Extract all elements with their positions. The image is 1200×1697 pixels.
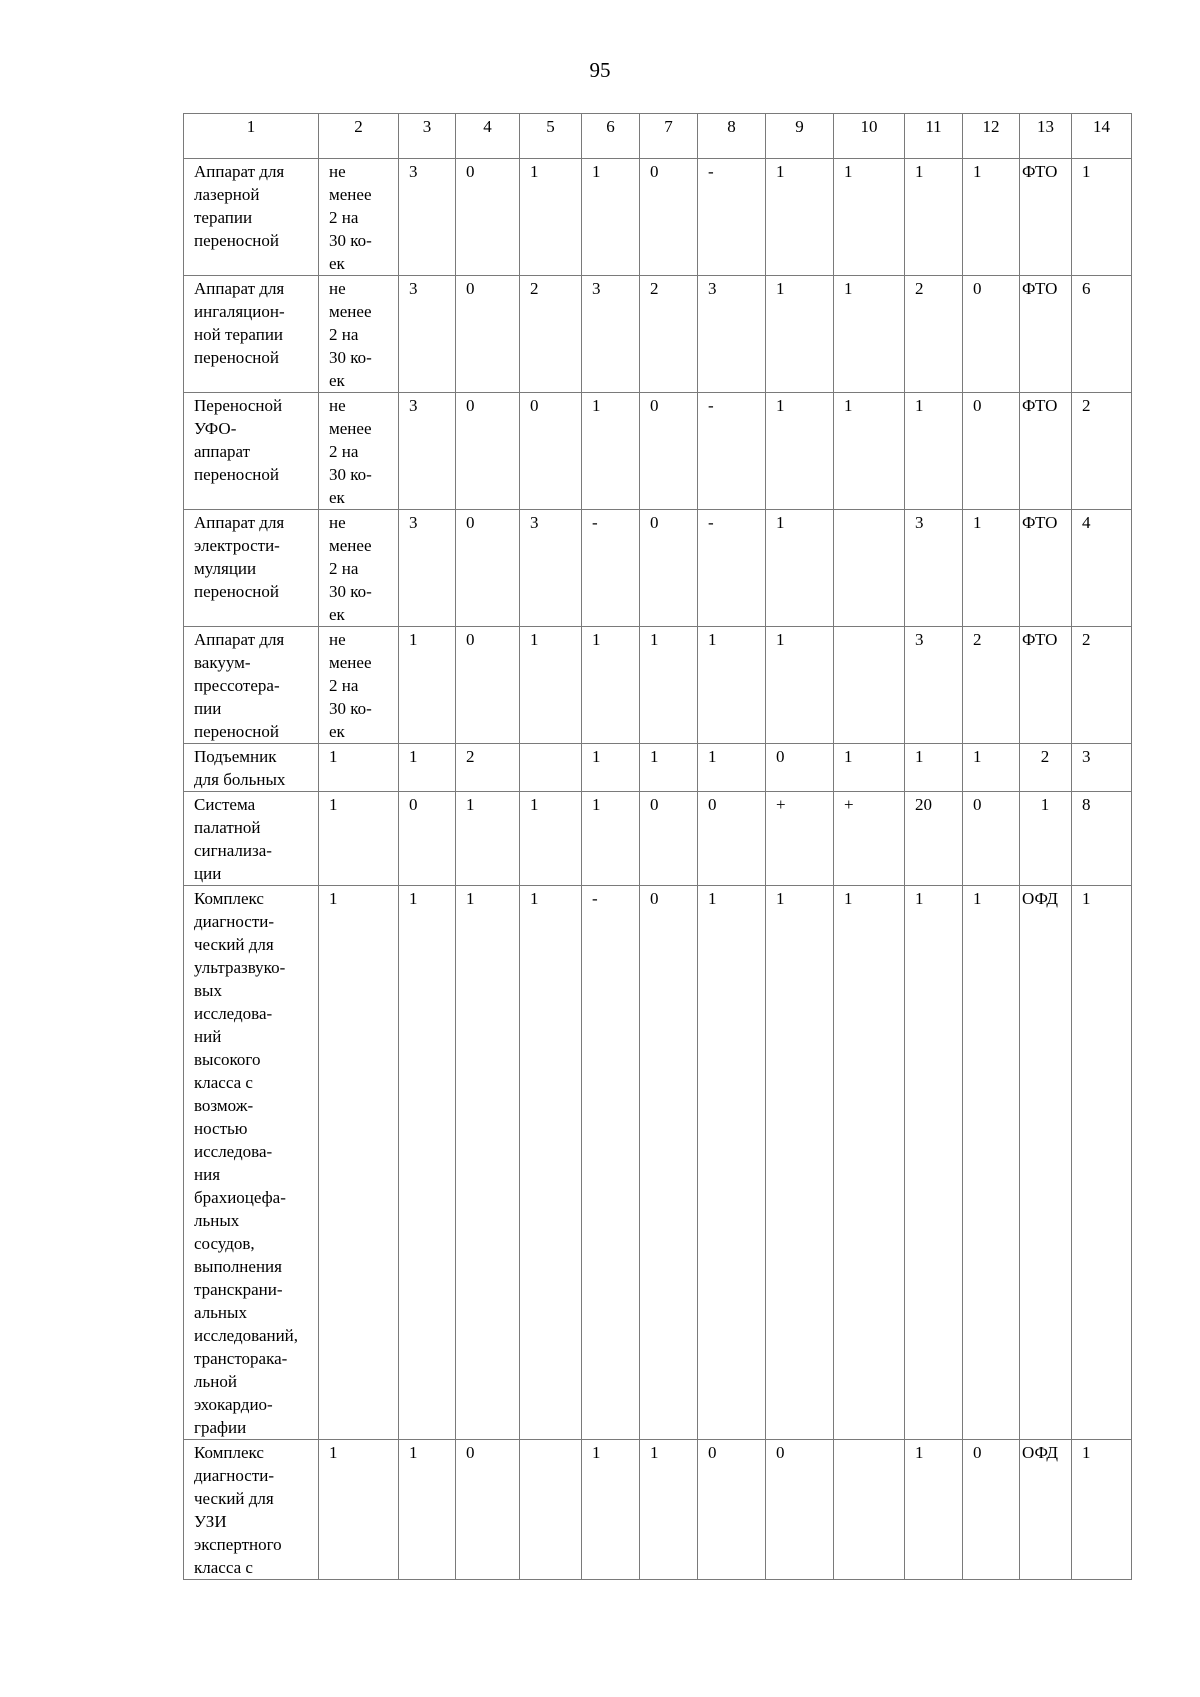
table-cell: 1: [582, 744, 640, 792]
equipment-name-cell-line: терапии: [194, 208, 253, 227]
quantity-cell: [319, 744, 399, 792]
table-cell: 1: [905, 393, 963, 510]
equipment-name-cell-line: вых: [194, 981, 222, 1000]
equipment-name-cell-line: ультразвуко-: [194, 958, 286, 977]
table-cell: 1: [456, 792, 520, 886]
quantity-cell-line: 1: [329, 795, 338, 814]
table-cell: [834, 1440, 905, 1580]
equipment-name-cell-line: графии: [194, 1418, 247, 1437]
table-cell: [520, 744, 582, 792]
table-cell: 1: [766, 276, 834, 393]
table-row: [184, 159, 1132, 276]
quantity-cell-line: 2 на: [329, 208, 359, 227]
table-cell: 2: [1072, 393, 1132, 510]
table-cell: [834, 510, 905, 627]
quantity-cell-line: 30 ко-: [329, 231, 372, 250]
column-header: 4: [456, 114, 520, 159]
table-cell: 1: [520, 627, 582, 744]
equipment-name-cell: [184, 510, 319, 627]
quantity-cell: [319, 1440, 399, 1580]
column-header: 7: [640, 114, 698, 159]
table-cell: 0: [456, 276, 520, 393]
table-cell: 1: [905, 886, 963, 1440]
equipment-name-cell-line: ингаляцион-: [194, 302, 285, 321]
column-header: 10: [834, 114, 905, 159]
equipment-name-cell-line: возмож-: [194, 1096, 254, 1115]
equipment-name-cell-line: пии: [194, 699, 222, 718]
equipment-name-cell-line: ний: [194, 1027, 222, 1046]
equipment-name-cell-line: трансторака-: [194, 1349, 288, 1368]
equipment-name-cell-line: Комплекс: [194, 889, 264, 908]
quantity-cell-line: ек: [329, 371, 345, 390]
table-cell: 1: [582, 159, 640, 276]
equipment-name-cell-line: диагности-: [194, 912, 275, 931]
equipment-name-cell-line: аппарат: [194, 442, 251, 461]
equipment-name-cell-line: для больных: [194, 770, 286, 789]
quantity-cell-line: не: [329, 513, 346, 532]
table-cell: ФТО: [1020, 627, 1072, 744]
quantity-cell-line: 2 на: [329, 442, 359, 461]
quantity-cell-line: менее: [329, 302, 372, 321]
equipment-name-cell-line: класса с: [194, 1073, 253, 1092]
table-cell: 1: [963, 744, 1020, 792]
equipment-name-cell-line: выполнения: [194, 1257, 282, 1276]
column-header: 9: [766, 114, 834, 159]
quantity-cell: [319, 886, 399, 1440]
table-cell: +: [766, 792, 834, 886]
table-cell: 0: [963, 792, 1020, 886]
table-cell: 0: [456, 393, 520, 510]
table-cell: 1: [456, 886, 520, 1440]
equipment-name-cell-line: класса с: [194, 1558, 253, 1577]
table-cell: 0: [456, 627, 520, 744]
equipment-name-cell-line: сосудов,: [194, 1234, 255, 1253]
table-cell: 0: [963, 393, 1020, 510]
column-header: 13: [1020, 114, 1072, 159]
equipment-name-cell-line: альных: [194, 1303, 247, 1322]
column-header: 2: [319, 114, 399, 159]
quantity-cell-line: 1: [329, 1443, 338, 1462]
quantity-cell-line: 30 ко-: [329, 582, 372, 601]
table-cell: 2: [1072, 627, 1132, 744]
equipment-name-cell: [184, 792, 319, 886]
column-header: 14: [1072, 114, 1132, 159]
quantity-cell: [319, 393, 399, 510]
table-cell: 3: [582, 276, 640, 393]
table-cell: 1: [834, 159, 905, 276]
column-header: 11: [905, 114, 963, 159]
table-cell: 1: [1072, 159, 1132, 276]
table-cell: 1: [1072, 886, 1132, 1440]
equipment-name-cell-line: эхокардио-: [194, 1395, 273, 1414]
table-cell: 1: [582, 393, 640, 510]
table-cell: 0: [640, 886, 698, 1440]
table-cell: 0: [640, 393, 698, 510]
equipment-name-cell-line: льной: [194, 1372, 237, 1391]
table-cell: [520, 1440, 582, 1580]
table-cell: 1: [698, 627, 766, 744]
table-cell: 3: [520, 510, 582, 627]
table-cell: 1: [640, 1440, 698, 1580]
table-cell: 0: [698, 792, 766, 886]
table-cell: 1: [399, 1440, 456, 1580]
equipment-name-cell-line: брахиоцефа-: [194, 1188, 286, 1207]
equipment-name-cell-line: исследова-: [194, 1142, 273, 1161]
table-cell: 20: [905, 792, 963, 886]
table-cell: 2: [963, 627, 1020, 744]
equipment-name-cell-line: УЗИ: [194, 1512, 227, 1531]
table-cell: -: [698, 159, 766, 276]
table-cell: 1: [834, 886, 905, 1440]
table-cell: -: [582, 886, 640, 1440]
quantity-cell-line: 2 на: [329, 325, 359, 344]
page-number: 95: [589, 58, 611, 82]
equipment-name-cell-line: Аппарат для: [194, 162, 285, 181]
table-cell: 2: [640, 276, 698, 393]
table-cell: 1: [1020, 792, 1072, 886]
table-cell: 1: [520, 159, 582, 276]
equipment-name-cell-line: ческий для: [194, 935, 274, 954]
table-cell: 0: [640, 159, 698, 276]
equipment-name-cell-line: ции: [194, 864, 222, 883]
equipment-name-cell-line: Аппарат для: [194, 279, 285, 298]
table-cell: 1: [963, 510, 1020, 627]
table-cell: 0: [520, 393, 582, 510]
equipment-name-cell-line: ния: [194, 1165, 221, 1184]
equipment-table: [183, 113, 1132, 1580]
quantity-cell-line: 30 ко-: [329, 699, 372, 718]
table-cell: +: [834, 792, 905, 886]
quantity-cell-line: 30 ко-: [329, 348, 372, 367]
table-cell: 3: [399, 393, 456, 510]
table-cell: 0: [766, 744, 834, 792]
table-cell: 1: [520, 886, 582, 1440]
quantity-cell-line: 2 на: [329, 559, 359, 578]
column-header: 3: [399, 114, 456, 159]
table-cell: 0: [963, 276, 1020, 393]
equipment-name-cell: [184, 159, 319, 276]
table-cell: 1: [905, 744, 963, 792]
equipment-name-cell-line: льных: [194, 1211, 240, 1230]
table-cell: 2: [905, 276, 963, 393]
equipment-name-cell-line: Аппарат для: [194, 513, 285, 532]
table-cell: 2: [1020, 744, 1072, 792]
quantity-cell-line: ек: [329, 605, 345, 624]
table-cell: 0: [456, 1440, 520, 1580]
table-cell: 0: [698, 1440, 766, 1580]
table-cell: 1: [766, 510, 834, 627]
table-cell: [834, 627, 905, 744]
table-cell: ОФД: [1020, 1440, 1072, 1580]
equipment-name-cell-line: УФО-: [194, 419, 237, 438]
table-cell: 3: [399, 276, 456, 393]
equipment-name-cell-line: сигнализа-: [194, 841, 272, 860]
quantity-cell-line: не: [329, 162, 346, 181]
quantity-cell-line: не: [329, 630, 346, 649]
table-cell: 0: [456, 510, 520, 627]
equipment-name-cell-line: переносной: [194, 465, 279, 484]
equipment-name-cell-line: ной терапии: [194, 325, 284, 344]
equipment-name-cell-line: Аппарат для: [194, 630, 285, 649]
equipment-name-cell-line: Система: [194, 795, 256, 814]
equipment-name-cell-line: ческий для: [194, 1489, 274, 1508]
quantity-cell-line: менее: [329, 653, 372, 672]
equipment-name-cell: [184, 393, 319, 510]
table-cell: 3: [399, 159, 456, 276]
table-cell: 1: [766, 886, 834, 1440]
quantity-cell-line: менее: [329, 185, 372, 204]
table-cell: 3: [1072, 744, 1132, 792]
table-cell: 8: [1072, 792, 1132, 886]
equipment-name-cell-line: лазерной: [194, 185, 260, 204]
column-header: 12: [963, 114, 1020, 159]
quantity-cell-line: ек: [329, 488, 345, 507]
quantity-cell: [319, 627, 399, 744]
table-cell: -: [698, 393, 766, 510]
column-header: 8: [698, 114, 766, 159]
quantity-cell-line: 1: [329, 747, 338, 766]
table-cell: 1: [963, 159, 1020, 276]
table-row: [184, 510, 1132, 627]
table-cell: 1: [1072, 1440, 1132, 1580]
quantity-cell-line: 2 на: [329, 676, 359, 695]
table-cell: 1: [640, 744, 698, 792]
equipment-name-cell-line: Комплекс: [194, 1443, 264, 1462]
table-row: [184, 1440, 1132, 1580]
equipment-name-cell: [184, 744, 319, 792]
table-cell: 0: [963, 1440, 1020, 1580]
equipment-name-cell-line: электрости-: [194, 536, 280, 555]
column-header: 5: [520, 114, 582, 159]
equipment-name-cell-line: палатной: [194, 818, 261, 837]
equipment-name-cell-line: переносной: [194, 582, 279, 601]
equipment-name-cell: [184, 276, 319, 393]
table-cell: 1: [582, 792, 640, 886]
table-cell: 1: [399, 627, 456, 744]
table-cell: 1: [698, 744, 766, 792]
equipment-name-cell-line: высокого: [194, 1050, 261, 1069]
table-cell: 0: [640, 510, 698, 627]
quantity-cell: [319, 159, 399, 276]
equipment-name-cell-line: переносной: [194, 231, 279, 250]
table-cell: 1: [766, 627, 834, 744]
quantity-cell: [319, 792, 399, 886]
quantity-cell-line: 30 ко-: [329, 465, 372, 484]
equipment-name-cell-line: диагности-: [194, 1466, 275, 1485]
table-cell: 1: [582, 1440, 640, 1580]
table-row: [184, 792, 1132, 886]
table-cell: 1: [766, 159, 834, 276]
table-cell: 1: [766, 393, 834, 510]
table-cell: 2: [520, 276, 582, 393]
table-cell: 3: [905, 627, 963, 744]
table-cell: 1: [963, 886, 1020, 1440]
equipment-name-cell-line: Подъемник: [194, 747, 277, 766]
table-cell: 3: [399, 510, 456, 627]
table-cell: -: [582, 510, 640, 627]
table-cell: 4: [1072, 510, 1132, 627]
table-cell: 1: [399, 886, 456, 1440]
table-cell: 0: [640, 792, 698, 886]
table-cell: ОФД: [1020, 886, 1072, 1440]
equipment-name-cell-line: прессотера-: [194, 676, 280, 695]
table-cell: ФТО: [1020, 510, 1072, 627]
table-header-row: [184, 114, 1132, 159]
table-cell: 1: [520, 792, 582, 886]
equipment-name-cell-line: переносной: [194, 348, 279, 367]
quantity-cell: [319, 276, 399, 393]
column-header: 1: [184, 114, 319, 159]
table-cell: 1: [698, 886, 766, 1440]
table-cell: -: [698, 510, 766, 627]
equipment-name-cell: [184, 627, 319, 744]
table-cell: 0: [399, 792, 456, 886]
equipment-name-cell-line: вакуум-: [194, 653, 251, 672]
table-cell: 0: [456, 159, 520, 276]
equipment-name-cell-line: переносной: [194, 722, 279, 741]
equipment-name-cell-line: исследований,: [194, 1326, 299, 1345]
quantity-cell: [319, 510, 399, 627]
equipment-name-cell: [184, 1440, 319, 1580]
table-cell: ФТО: [1020, 159, 1072, 276]
table-row: [184, 393, 1132, 510]
equipment-name-cell: [184, 886, 319, 1440]
table-cell: ФТО: [1020, 393, 1072, 510]
table-cell: 3: [698, 276, 766, 393]
table-cell: 1: [834, 393, 905, 510]
table-cell: 1: [399, 744, 456, 792]
table-cell: 6: [1072, 276, 1132, 393]
table-cell: 1: [582, 627, 640, 744]
table-cell: 0: [766, 1440, 834, 1580]
quantity-cell-line: 1: [329, 889, 338, 908]
equipment-name-cell-line: Переносной: [194, 396, 283, 415]
quantity-cell-line: ек: [329, 254, 345, 273]
quantity-cell-line: менее: [329, 419, 372, 438]
column-header: 6: [582, 114, 640, 159]
table-cell: 1: [834, 276, 905, 393]
table-row: [184, 276, 1132, 393]
table-cell: 2: [456, 744, 520, 792]
table-cell: 1: [834, 744, 905, 792]
equipment-name-cell-line: муляции: [194, 559, 257, 578]
quantity-cell-line: ек: [329, 722, 345, 741]
equipment-name-cell-line: транскрани-: [194, 1280, 283, 1299]
table-row: [184, 886, 1132, 1440]
table-cell: 1: [905, 1440, 963, 1580]
quantity-cell-line: менее: [329, 536, 372, 555]
quantity-cell-line: не: [329, 396, 346, 415]
table-cell: 3: [905, 510, 963, 627]
table-cell: 1: [905, 159, 963, 276]
equipment-name-cell-line: исследова-: [194, 1004, 273, 1023]
table-cell: 1: [640, 627, 698, 744]
equipment-name-cell-line: экспертного: [194, 1535, 282, 1554]
table-body: [184, 159, 1132, 1580]
table-cell: ФТО: [1020, 276, 1072, 393]
table-row: [184, 744, 1132, 792]
quantity-cell-line: не: [329, 279, 346, 298]
table-row: [184, 627, 1132, 744]
equipment-name-cell-line: ностью: [194, 1119, 248, 1138]
